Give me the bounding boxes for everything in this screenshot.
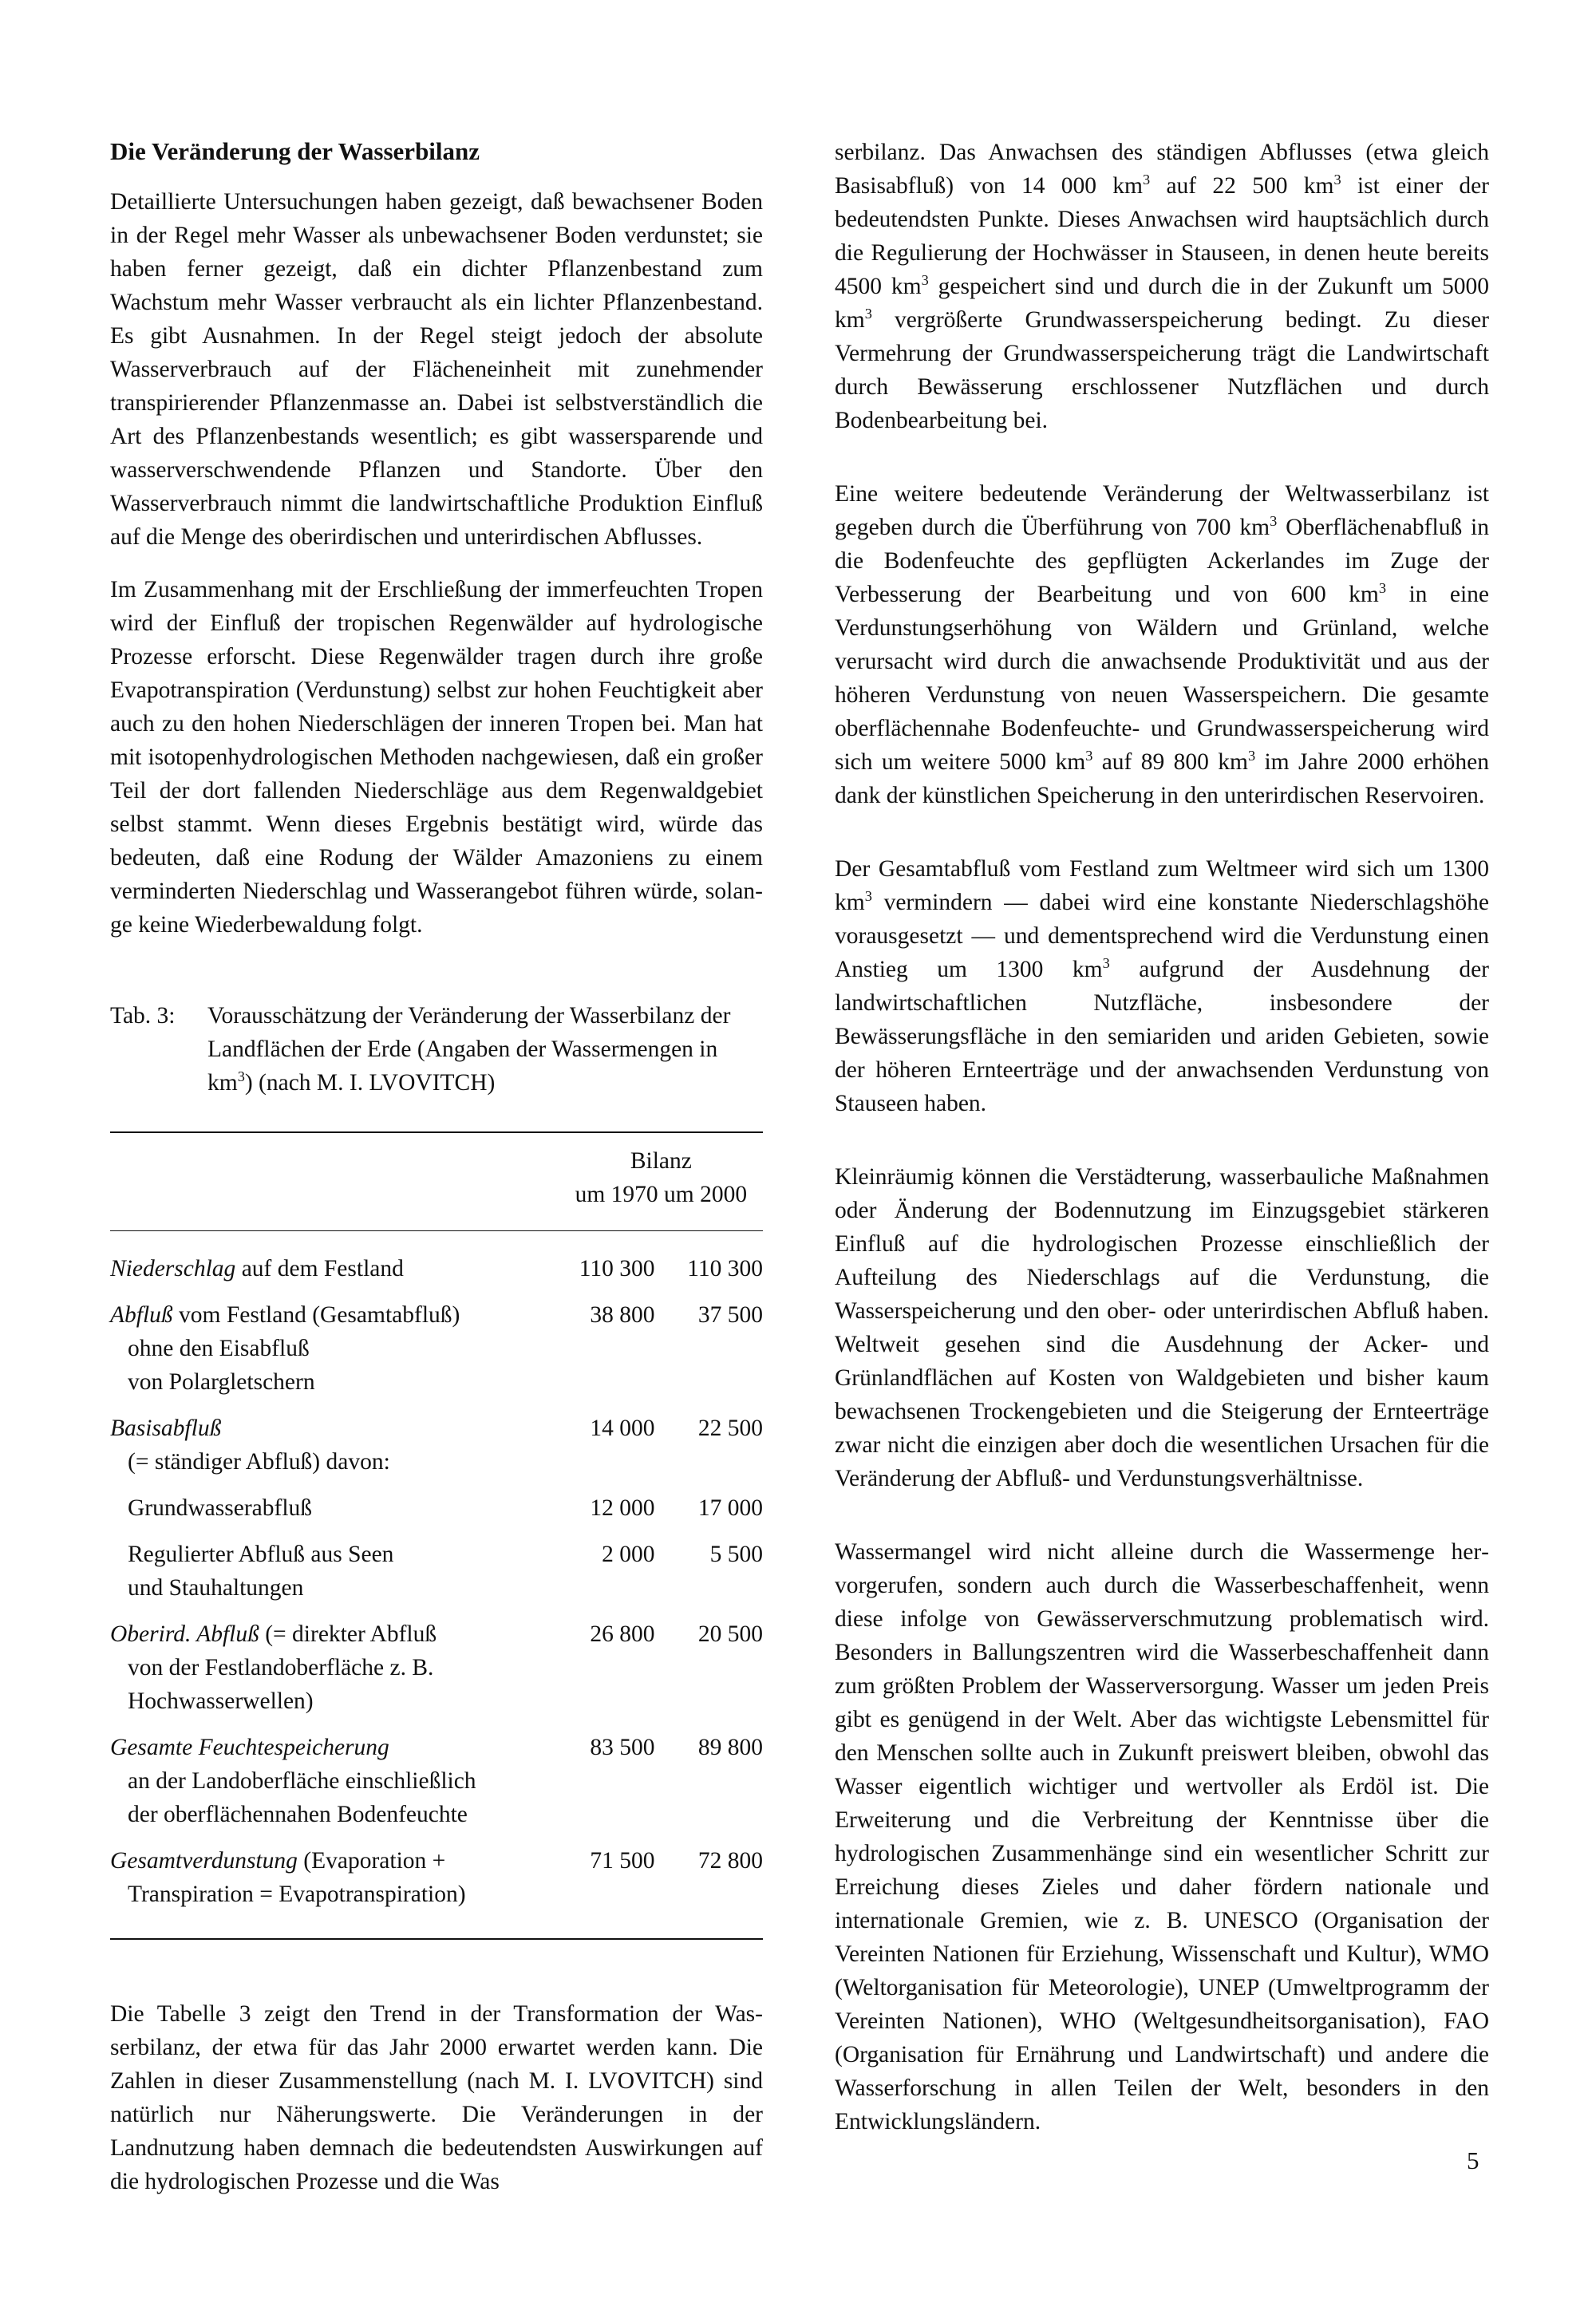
value-1970: 14 000	[590, 1416, 655, 1441]
paragraph-world-balance: Eine weitere bedeutende Veränderung der Weltwasserbilanz ist gegeben durch die Überführung von 700 $km^3$ Oberflächenabfluß in die Bodenfeuchte des gepflügten Ackerlandes im Zuge der Verbesserung der Bearbeitung und von 600 $km^3$ in eine Verdunstungserhöhung von Wäldern und Grünland, welche verursacht wird durch die anwachsende Produktivität und aus der höheren Verdunstung von neuen Wasserspeichern. Die gesamte oberflächennahe Bodenfeuchte- und Grundwasserspeicherung wird sich um weitere 5000 $km^3$ auf 89 800 $km^3$ im Jahre 2000 erhöhen dank der künstlichen Speicherung in den unterirdischen Reservoiren.	[835, 481, 1489, 808]
value-2000: 5 500	[709, 1542, 763, 1567]
table-row	[110, 1405, 763, 1485]
table-row	[110, 1292, 763, 1405]
paragraph-water-shortage: Wassermangel wird nicht alleine durch die Wassermenge hervorgerufen, sondern auch durch die Wasserbeschaffenheit, wenn diese infolge von Gewässerverschmutzung problematisch wird. Besonders in Ballungszentren wird die Wasserbeschaffenheit dann zum größten Problem der Wasserversorgung. Wasser um jeden Preis gibt es genügend in der Welt. Aber das wichtigste Lebensmittel für den Menschen sollte auch in Zukunft preiswert bleiben, obwohl das Wasser eigentlich wichtiger und wertvoller als Erdöl ist. Die Erweiterung und die Verbreitung der Kenntnisse über die hydrologischen Zusammenhänge sind ein wesentlicher Schritt zur Erreichung dieses Zieles und daher fördern nationale und internationale Gremien, wie z. B. UNESCO (Organisation der Vereinten Nationen für Erziehung, Wissenschaft und Kultur), WMO (Weltorganisation für Meteorologie), UNEP (Umweltprogramm der Vereinten Nationen), WHO (Weltgesundheitsorganisation), FAO (Organisation für Ernährung und Landwirtschaft) und andere die Wasserforschung in allen Teilen der Welt, besonders in den Entwicklungsländern.	[835, 1539, 1489, 2134]
value-2000: 20 500	[697, 1621, 763, 1647]
value-2000: 110 300	[687, 1256, 763, 1281]
table-header-bilanz: Bilanz um 1970 um 2000	[559, 1132, 763, 1231]
paragraph-tropics: Im Zusammenhang mit der Erschließung der immerfeuchten Tropen wird der Einfluß der tropischen Regenwälder auf hydrologische Prozesse erforscht. Diese Regenwälder tragen durch ihre große Evapotranspiration (Verdunstung) selbst zur hohen Feuchtigkeit aber auch zu den hohen Niederschlägen der inneren Tropen bei. Man hat mit isotopenhydrologischen Methoden nachgewiesen, daß ein großer Teil der dort fallenden Niederschläge aus dem Regenwaldgebiet selbst stammt. Wenn dieses Ergebnis bestätigt wird, würde das bedeuten, daß eine Rodung der Wälder Amazoniens zu einem verminderten Niederschlag und Wasserangebot führen würde, solange keine Wiederbewaldung folgt.	[110, 577, 763, 938]
col-2000: um 2000	[664, 1182, 748, 1207]
row-label: Basisabfluß (= ständiger Abfluß) davon:	[110, 1416, 390, 1475]
table-row	[110, 1231, 763, 1293]
row-label: Abfluß vom Festland (Gesamtabfluß) ohne den Eisabfluß von Polargletschern	[110, 1302, 460, 1395]
table-caption-text: Vorausschätzung der Veränderung der Wasserbilanz der Landflächen der Erde (Angaben der Wassermengen in $km^3$) (nach M. I. LVOVITCH)	[207, 1003, 731, 1096]
paragraph-vegetation: Detaillierte Untersuchungen haben gezeigt, daß bewachsener Boden in der Regel mehr Wasser als unbewachsener Boden verdunstet; sie haben ferner gezeigt, daß ein dichter Pflanzenbestand zum Wachstum mehr Wasser verbraucht als ein lichter Pflanzenbestand. Es gibt Ausnahmen. In der Regel steigt jedoch der absolute Wasserverbrauch auf der Flächeneinheit mit zunehmender transpirierender Pflanzenmasse an. Dabei ist selbstverständlich die Art des Pflanzenbestands wesentlich; es gibt wassersparende und wasserverschwendende Pflanzen und Standorte. Über den Wasserverbrauch nimmt die landwirtschaftliche Produktion Einfluß auf die Menge des oberirdischen und unterirdischen Abflusses.	[110, 189, 763, 550]
table-header	[110, 1132, 763, 1231]
paragraph-base-flow: serbilanz. Das Anwachsen des ständigen Abflusses (etwa gleich Basisabfluß) von 14 000 $km^3$ auf 22 500 $km^3$ ist einer der bedeutendsten Punkte. Dieses Anwachsen wird hauptsächlich durch die Regulierung der Hochwässer in Stauseen, in denen heute bereits 4500 $km^3$ gespeichert sind und durch die in der Zukunft um 5000 $km^3$ vergrößerte Grundwasserspeicherung bedingt. Zu dieser Vermehrung der Grundwasserspeicherung trägt die Landwirtschaft durch Bewässerung erschlossener Nutzflächen und durch Bodenbearbeitung bei.	[835, 140, 1490, 433]
table-row	[110, 1485, 763, 1531]
value-2000: 89 800	[697, 1735, 763, 1760]
row-label: Gesamtverdunstung (Evaporation + Transpiration = Evapotranspiration)	[110, 1848, 466, 1907]
right-column	[835, 136, 1489, 2158]
row-label: Gesamte Feuchtespeicherung an der Landoberfläche einschließlich der oberflächennahen Bodenfeuchte	[110, 1735, 476, 1827]
value-1970: 110 300	[579, 1256, 655, 1281]
value-2000: 37 500	[697, 1302, 763, 1328]
table-row	[110, 1531, 763, 1611]
table-caption-label: Tab. 3:	[110, 1003, 176, 1029]
row-label: Regulierter Abfluß aus Seen und Stauhaltungen	[128, 1542, 394, 1601]
value-1970: 71 500	[590, 1848, 655, 1874]
paragraph-total-runoff: Der Gesamtabfluß vom Festland zum Weltmeer wird sich um 1300 $km^3$ vermindern — dabei wird eine konstante Niederschlagshöhe vorausgesetzt — und dementsprechend wird die Verdunstung einen Anstieg um 1300 $km^3$ aufgrund der Ausdehnung der landwirtschaftlichen Nutzfläche, insbesondere der Bewässerungsfläche in den semiariden und ariden Gebieten, sowie der höheren Ernteerträge und der anwachsenden Verdunstung von Stauseen haben.	[835, 856, 1489, 1116]
value-1970: 12 000	[590, 1495, 655, 1521]
table-body	[110, 1231, 763, 1940]
page-number: 5	[1467, 2146, 1479, 2174]
left-column	[110, 136, 763, 2217]
row-label: Oberird. Abfluß (= direkter Abfluß von der Festlandoberfläche z. B. Hochwasserwellen)	[110, 1621, 437, 1714]
value-1970: 38 800	[590, 1302, 655, 1328]
row-label: Grundwasserabfluß	[128, 1495, 313, 1521]
water-balance-table	[110, 1131, 763, 1940]
section-heading: Die Veränderung der Wasserbilanz	[110, 137, 480, 165]
value-1970: 2 000	[602, 1542, 655, 1567]
table-row	[110, 1611, 763, 1724]
col-1970: um 1970	[575, 1182, 658, 1207]
paragraph-urbanization: Kleinräumig können die Verstädterung, wasserbauliche Maßnahmen oder Änderung der Bodennutzung im Einzugsgebiet stärkeren Einfluß auf die hydrologischen Prozesse einschließlich der Aufteilung des Niederschlags auf die Verdunstung, die Wasserspeicherung und den ober- oder unterirdischen Abfluß haben. Weltweit gesehen sind die Ausdehnung der Acker- und Grünlandflächen auf Kosten von Waldgebieten und bisher kaum bewachsenen Trockengebieten und die Steigerung der Ernteerträge zwar nicht die einzigen aber doch die wesentlichen Ursachen für die Veränderung der Abfluß- und Verdunstungsverhältnisse.	[835, 1164, 1489, 1491]
value-2000: 72 800	[697, 1848, 763, 1874]
value-1970: 26 800	[590, 1621, 655, 1647]
row-label: Niederschlag auf dem Festland	[110, 1256, 404, 1281]
table-caption	[110, 999, 763, 1100]
value-2000: 17 000	[697, 1495, 763, 1521]
paragraph-table-trend: Die Tabelle 3 zeigt den Trend in der Transformation der Wasserbilanz, der etwa für das Jahr 2000 erwartet werden kann. Die Zahlen in dieser Zusammenstellung (nach M. I. LVOVITCH) sind natürlich nur Näherungswerte. Die Veränderungen in der Landnutzung haben demnach die bedeutendsten Auswirkungen auf die hydrologischen Prozesse und die Was	[110, 2001, 763, 2194]
table-row	[110, 1838, 763, 1939]
value-1970: 83 500	[590, 1735, 655, 1760]
table-row	[110, 1724, 763, 1838]
value-2000: 22 500	[697, 1416, 763, 1441]
